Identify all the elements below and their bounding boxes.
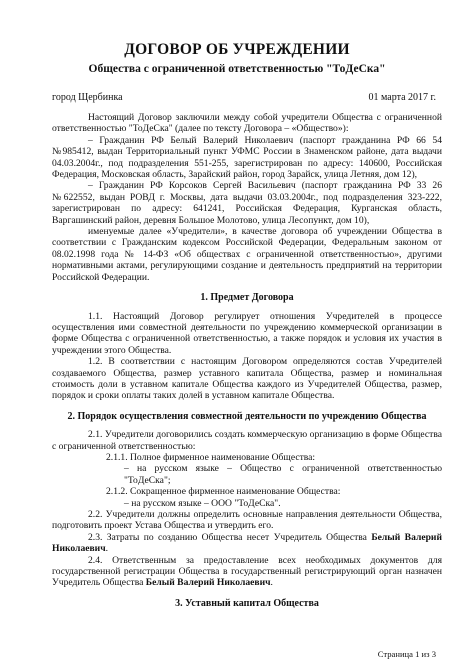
clause-2-3-text: 2.3. Затраты по созданию Общества несет Учредитель Общества xyxy=(88,531,372,543)
clause-2-3 xyxy=(52,532,442,555)
clause-2-1-1: 2.1.1. Полное фирменное наименование Общества: xyxy=(106,451,316,463)
clause-1-2: 1.2. В соответствии с настоящим Договором определяются состав Учредителей создаваемого Общества, размер уставного капитала Общества, размер и номинальная стоимость доли в уставном капитале Общества каждого из Учредителей Общества, размер, порядок и сроки оплаты таких долей в уставном капитале Общества. xyxy=(52,356,442,402)
founders-definition-paragraph: именуемые далее «Учредители», в качестве договора об учреждении Общества в соответствии с Гражданским кодексом Российской Федерации, Федеральным законом от 08.02.1998 года № 14-ФЗ «Об обществах с ограниченной ответственностью», другими нормативными актами, регулирующими создание и деятельность предприятий на территории Российской Федерации. xyxy=(52,226,442,283)
section-3-heading: 3. Уставный капитал Общества xyxy=(175,597,319,609)
clause-2-4 xyxy=(52,555,442,589)
clause-2-2: 2.2. Учредители должны определить основные направления деятельности Общества, подготовить проект Устава Общества и утвердить его. xyxy=(52,509,442,532)
place-of-signing: город Щербинка xyxy=(52,92,123,103)
founder-1-paragraph: – Гражданин РФ Белый Валерий Николаевич (паспорт гражданина РФ 66 54 №985412, выдан Территориальный пункт УФМС России в Знаменском районе, дата выдачи 04.03.2004г., под подразделения 551-255, зарегистрирован по адресу: 140600, Российская Федерация, Московская область, Зарайский район, город Зарайск, улица Летняя, дом 12), xyxy=(52,134,442,181)
clause-2-4-founder-name: Белый Валерий Николаевич xyxy=(145,577,271,589)
document-subtitle: Общества с ограниченной ответственностью "ТоДеСка" xyxy=(88,63,386,75)
clause-2-3-end: . xyxy=(105,543,109,555)
clause-2-1-2: 2.1.2. Сокращенное фирменное наименование Общества: xyxy=(106,486,341,498)
document-title: ДОГОВОР ОБ УЧРЕЖДЕНИИ xyxy=(124,41,350,58)
founder-2-paragraph: – Гражданин РФ Корсоков Сергей Васильевич (паспорт гражданина РФ 33 26 №622552, выдан РОВД г. Москвы, дата выдачи 03.03.2004г., под подразделения 323-222, зарегистрирован по адресу: 641241, Российская Федерация, Курганская область, Варгашинский район, деревня Большое Молотово, улица Лесопункт, дом 10), xyxy=(52,180,442,226)
clause-2-4-text: 2.4. Ответственным за предоставление всех необходимых документов для государственной регистрации Общества в государственный регистрирующий орган назначен Учредитель Общества xyxy=(52,554,442,589)
document-body xyxy=(52,112,442,616)
clause-2-3-founder-name: Белый Валерий Николаевич xyxy=(52,531,442,555)
clause-2-1: 2.1. Учредители договорились создать коммерческую организацию в форме Общества с ограниченной ответственностью: xyxy=(52,429,442,452)
signing-date: 01 марта 2017 г. xyxy=(368,92,436,103)
intro-paragraph: Настоящий Договор заключили между собой учредители Общества с ограниченной ответственностью "ТоДеСка" (далее по тексту Договора – «Общество»): xyxy=(52,112,442,135)
page-number: Страница 1 из 3 xyxy=(377,649,436,659)
section-2-heading: 2. Порядок осуществления совместной деятельности по учреждению Общества xyxy=(67,410,427,422)
clause-1-1: 1.1. Настоящий Договор регулирует отношения Учредителей в процессе осуществления ими совместной деятельности по учреждению коммерческой организации в форме Общества с ограниченной ответственностью, а также порядок и условия их участия в учреждении этого Общества. xyxy=(52,310,442,356)
clause-2-4-end: . xyxy=(270,577,273,589)
section-1-heading: 1. Предмет Договора xyxy=(200,292,294,304)
clause-2-1-1-russian: – на русском языке – Общество с ограниченной ответственностью "ТоДеСка"; xyxy=(124,463,442,486)
clause-2-1-2-russian: – на русском языке – ООО "ТоДеСка". xyxy=(124,497,281,509)
